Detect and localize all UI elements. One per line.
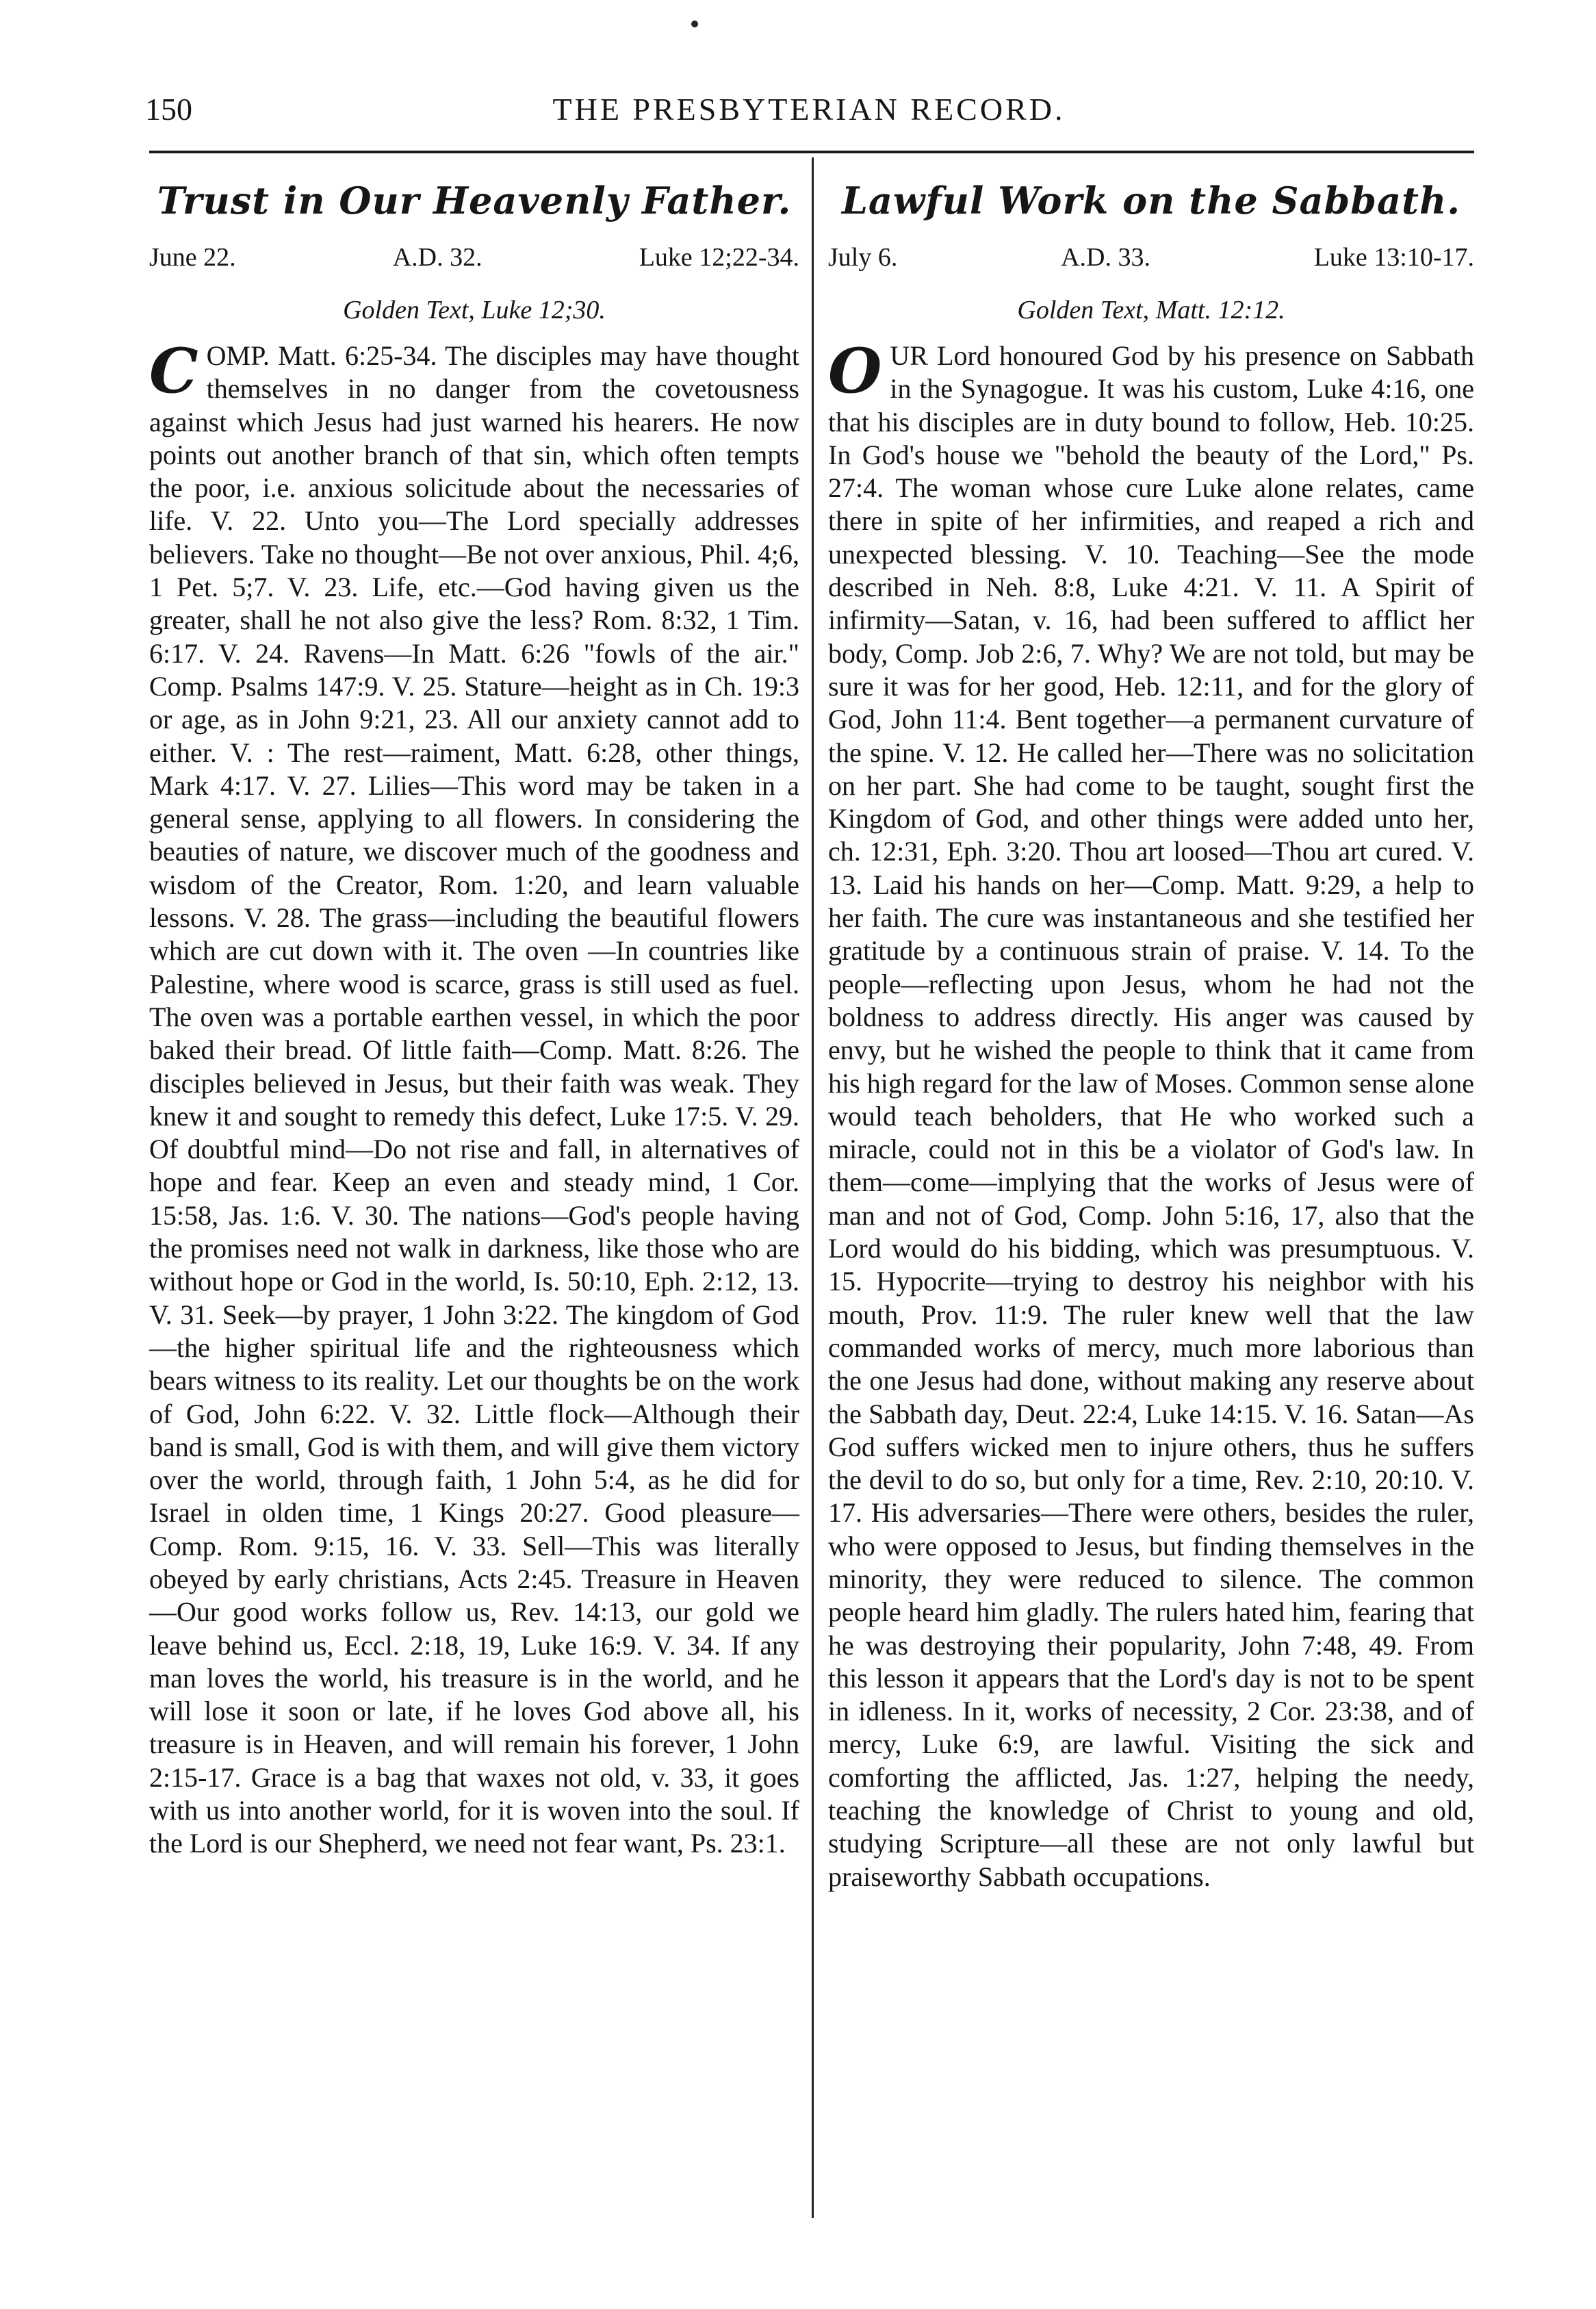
golden-text: Golden Text, Luke 12;30.	[343, 296, 606, 324]
page-number: 150	[145, 92, 192, 127]
lesson-year: A.D. 32.	[392, 243, 482, 272]
lesson-year: A.D. 33.	[1061, 243, 1150, 272]
stray-ink-dot	[691, 21, 698, 27]
lesson-reference: Luke 13:10-17.	[1313, 243, 1474, 272]
page-header	[145, 82, 1473, 137]
journal-title: THE PRESBYTERIAN RECORD.	[552, 92, 1066, 127]
lesson-meta	[828, 235, 1474, 279]
lesson-title: Lawful Work on the Sabbath.	[841, 179, 1461, 222]
golden-text: Golden Text, Matt. 12:12.	[1017, 296, 1285, 324]
lesson-reference: Luke 12;22-34.	[639, 243, 799, 272]
lesson-body-text: UR Lord honoured God by his presence on Sabbath in the Synagogue. It was his custom, Luke 4:16, one that his disciples are in duty bound to follow, Heb. 10:25. In God's house we "behold the beauty of the Lord," Ps. 27:4. The woman whose cure Luke alone relates, came there in spite of her infirmities, and reaped a rich and unexpected blessing. V. 10. Teaching—See the mode described in Neh. 8:8, Luke 4:21. V. 11. A Spirit of infirmity—Satan, v. 16, had been suffered to afflict her body, Comp. Job 2:6, 7. Why? We are not told, but may be sure it was for her good, Heb. 12:11, and for the glory of God, John 11:4. Bent together—a permanent curvature of the spine. V. 12. He called her—There was no solicitation on her part. She had come to be taught, sought first the Kingdom of God, and other things were added unto her, ch. 12:31, Eph. 3:20. Thou art loosed—Thou art cured. V. 13. Laid his hands on her—Comp. Matt. 9:29, a help to her faith. The cure was instantaneous and she testified her gratitude by a continuous strain of praise. V. 14. To the people—reflecting upon Jesus, whom he had not the boldness to address directly. His anger was caused by envy, but he wished the people to think that it came from his high regard for the law of Moses. Common sense alone would teach beholders, that He who worked such a miracle, could not in this be a violator of God's law. In them—come—implying that the works of Jesus were of man and not of God, Comp. John 5:16, 17, also that the Lord would do his bidding, which was presumptuous. V. 15. Hypocrite—trying to destroy his neighbor with his mouth, Prov. 11:9. The ruler knew well that the law commanded works of mercy, much more laborious than the one Jesus had done, without making any reserve about the Sabbath day, Deut. 22:4, Luke 14:15. V. 16. Satan—As God suffers wicked men to injure others, thus he suffers the devil to do so, but only for a time, Rev. 2:10, 20:10. V. 17. His adversaries—There were others, besides the ruler, who were opposed to Jesus, but finding themselves in the minority, they were reduced to silence. The common people heard him gladly. The rulers hated him, fearing that he was destroying their popularity, John 7:48, 49. From this lesson it appears that the Lord's day is not to be spent in idleness. In it, works of necessity, 2 Cor. 23:38, and of mercy, Luke 6:9, are lawful. Visiting the sick and comforting the afflicted, Jas. 1:27, helping the needy, teaching the knowledge of Christ to young and old, studying Scripture—all these are not only lawful but praiseworthy Sabbath occupations.	[828, 340, 1474, 1892]
lesson-meta	[149, 235, 799, 279]
lesson-date: July 6.	[828, 243, 898, 272]
lesson-date: June 22.	[149, 243, 236, 272]
lesson-body	[828, 335, 1474, 1893]
lesson-title: Trust in Our Heavenly Father.	[157, 179, 792, 222]
lesson-body-text: OMP. Matt. 6:25-34. The disciples may have thought themselves in no danger from the covetousness against which Jesus had just warned his hearers. He now points out another branch of that sin, which often tempts the poor, i.e. anxious solicitude about the necessaries of life. V. 22. Unto you—The Lord specially addresses believers. Take no thought—Be not over anxious, Phil. 4;6, 1 Pet. 5;7. V. 23. Life, etc.—God having given us the greater, shall he not also give the less? Rom. 8:32, 1 Tim. 6:17. V. 24. Ravens—In Matt. 6:26 "fowls of the air." Comp. Psalms 147:9. V. 25. Stature—height as in Ch. 19:3 or age, as in John 9:21, 23. All our anxiety cannot add to either. V. : The rest—raiment, Matt. 6:28, other things, Mark 4:17. V. 27. Lilies—This word may be taken in a general sense, applying to all flowers. In considering the beauties of nature, we discover much of the goodness and wisdom of the Creator, Rom. 1:20, and learn valuable lessons. V. 28. The grass—including the beautiful flowers which are cut down with it. The oven —In countries like Palestine, where wood is scarce, grass is still used as fuel. The oven was a portable earthen vessel, in which the poor baked their bread. Of little faith—Comp. Matt. 8:26. The disciples believed in Jesus, but their faith was weak. They knew it and sought to remedy this defect, Luke 17:5. V. 29. Of doubtful mind—Do not rise and fall, in alternatives of hope and fear. Keep an even and steady mind, 1 Cor. 15:58, Jas. 1:6. V. 30. The nations—God's people having the promises need not walk in darkness, like those who are without hope or God in the world, Is. 50:10, Eph. 2:12, 13. V. 31. Seek—by prayer, 1 John 3:22. The kingdom of God—the higher spiritual life and the righteousness which bears witness to its reality. Let our thoughts be on the work of God, John 6:22. V. 32. Little flock—Although their band is small, God is with them, and will give them victory over the world, through faith, 1 John 5:4, as he did for Israel in olden time, 1 Kings 20:27. Good pleasure—Comp. Rom. 9:15, 16. V. 33. Sell—This was literally obeyed by early christians, Acts 2:45. Treasure in Heaven—Our good works follow us, Rev. 14:13, our gold we leave behind us, Eccl. 2:18, 19, Luke 16:9. V. 34. If any man loves the world, his treasure is in the world, and he will lose it soon or late, if he loves God above all, his treasure is in Heaven, and will remain his forever, 1 John 2:15-17. Grace is a bag that waxes not old, v. 33, it goes with us into another world, for it is woven into the soul. If the Lord is our Shepherd, we need not fear want, Ps. 23:1.	[149, 340, 799, 1859]
column-divider	[812, 157, 814, 2218]
header-rule	[149, 151, 1474, 153]
lesson-column-left	[149, 171, 799, 1861]
drop-cap: O	[828, 335, 882, 407]
lesson-body	[149, 335, 799, 1861]
lesson-column-right	[828, 171, 1474, 1893]
drop-cap: C	[149, 335, 198, 407]
